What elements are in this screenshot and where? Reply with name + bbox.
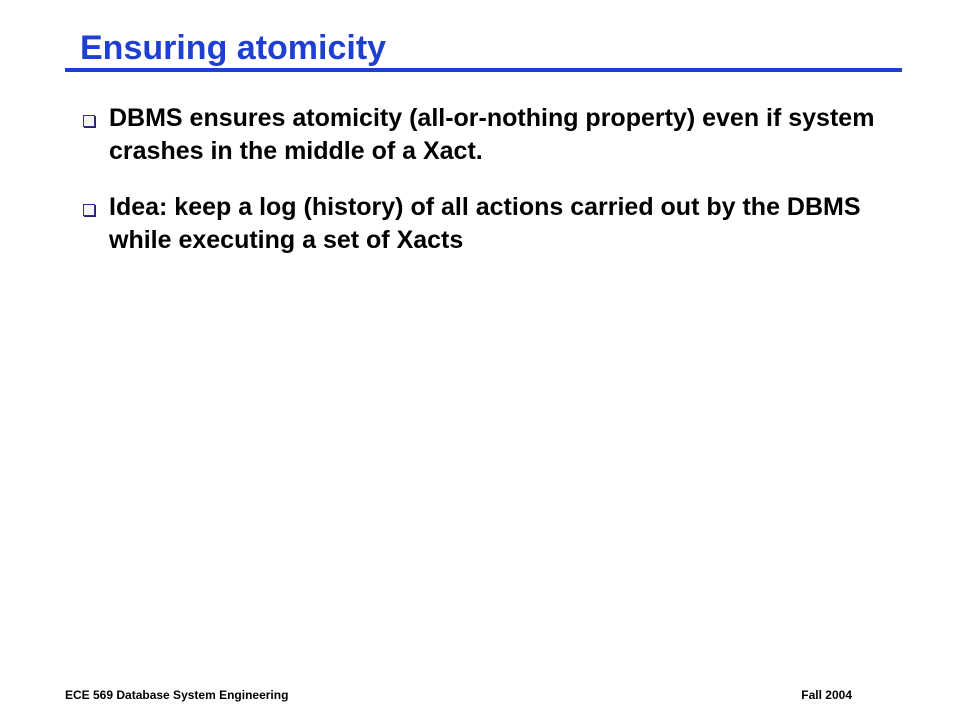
square-bullet-icon <box>83 115 95 127</box>
bullet-item <box>80 102 880 169</box>
bullet-text: Idea: keep a log (history) of all actions carried out by the DBMS while executing a set of Xacts <box>109 192 861 254</box>
footer-term: Fall 2004 <box>801 688 852 702</box>
square-bullet-icon <box>83 204 95 216</box>
bullet-item <box>80 191 880 258</box>
bullet-text: DBMS ensures atomicity (all-or-nothing property) even if system crashes in the middle of a Xact. <box>109 104 875 166</box>
footer-course: ECE 569 Database System Engineering <box>65 688 289 702</box>
slide-title: Ensuring atomicity <box>80 29 387 67</box>
title-underline <box>65 68 902 72</box>
bullet-list <box>80 102 880 279</box>
